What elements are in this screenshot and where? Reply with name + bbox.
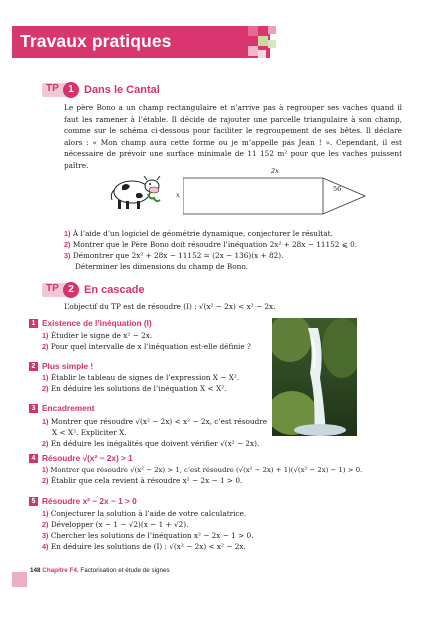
section-3-item-1: 1) Montrer que résoudre √(x² − 2x) < x² − 2x, c’est résoudre: [42, 417, 268, 426]
section-1-title: Existence de l’inéquation (I): [42, 318, 152, 328]
section-1-item-1: 1) Étudier le signe de x² − 2x.: [42, 331, 153, 340]
section-4-item-1: 1) Montrer que résoudre √(x² − 2x) > 1, c’est résoudre (√(x² − 2x) + 1)(√(x² − 2x) − 1) > 0.: [42, 466, 363, 474]
waterfall-photo: [272, 318, 357, 436]
section-3-item-1b: X < X². Expliciter X.: [52, 428, 127, 437]
tp2-title: En cascade: [84, 284, 145, 296]
tp2-badge: TP 2: [42, 282, 82, 298]
section-2-title: Plus simple !: [42, 361, 94, 371]
section-5-title: Résoudre x² − 2x − 1 > 0: [42, 496, 137, 506]
tp2-intro: L’objectif du TP est de résoudre (I) : √(x² − 2x) < x² − 2x.: [64, 302, 276, 311]
section-2-number: 2: [29, 362, 38, 371]
section-1-number: 1: [29, 319, 38, 328]
field-diagram: [176, 167, 373, 216]
tp1-question-1: 1) À l’aide d’un logiciel de géométrie dynamique, conjecturer le résultat.: [64, 229, 333, 238]
section-4-title: Résoudre √(x² − 2x) > 1: [42, 453, 133, 463]
section-5-item-2: 2) Développer (x − 1 − √2)(x − 1 + √2).: [42, 520, 189, 529]
diagram-top-label: 2x: [271, 167, 279, 175]
tp1-badge: TP 1: [42, 82, 82, 98]
cow-illustration: [110, 172, 162, 214]
section-2-item-2: 2) En déduire les solutions de l’inéquation X < X².: [42, 384, 227, 393]
section-3-number: 3: [29, 404, 38, 413]
tp1-question-2: 2) Montrer que le Père Bono doit résoudre l’inéquation 2x² + 28x − 11152 ⩽ 0.: [64, 240, 358, 249]
diagram-right-label: 56: [333, 185, 342, 193]
section-1-item-2: 2) Pour quel intervalle de x l’inéquation est-elle définie ?: [42, 342, 251, 351]
tp1-title: Dans le Cantal: [84, 84, 160, 96]
footer-marker: [12, 572, 27, 587]
section-3-title: Encadrement: [42, 403, 95, 413]
section-4-item-2: 2) Établir que cela revient à résoudre x² − 2x − 1 > 0.: [42, 476, 243, 485]
section-5-item-3: 3) Chercher les solutions de l’inéquation x² − 2x − 1 > 0.: [42, 531, 254, 540]
section-5-number: 5: [29, 497, 38, 506]
tp1-question-3b: Déterminer les dimensions du champ de Bono.: [75, 262, 248, 271]
page-number: 148: [30, 567, 41, 574]
diagram-left-label: x: [176, 191, 180, 199]
section-5-item-4: 4) En déduire les solutions de (I) : √(x² − 2x) < x² − 2x.: [42, 542, 246, 551]
section-2-item-1: 1) Établir le tableau de signes de l’expression X − X².: [42, 373, 240, 382]
footer-chapter-title: Factorisation et étude de signes: [80, 567, 170, 574]
page-title: Travaux pratiques: [20, 31, 172, 51]
footer: [30, 567, 170, 574]
tp1-question-3: 3) Démontrer que 2x² + 28x − 11152 = (2x − 136)(x + 82).: [64, 251, 284, 260]
section-4-number: 4: [29, 454, 38, 463]
footer-chapter: Chapitre F4.: [42, 567, 79, 574]
section-5-item-1: 1) Conjecturer la solution à l’aide de votre calculatrice.: [42, 509, 247, 518]
section-3-item-2: 2) En déduire les inégalités que doivent vérifier √(x² − 2x).: [42, 439, 260, 448]
tp1-intro: Le père Bono a un champ rectangulaire et n’arrive pas à regrouper ses vaches quand il faut les ramener à l’étable. Il décide de rajouter une parcelle triangulaire à son champ, comme sur le schéma ci-dessous pour faciliter le regroupement de ses bêtes. Il déclare alors : « Mon champ aura cette forme ou je m’appelle pas Jean ! ». Cependant, il est nécessaire de prévoir une surface minimale de 11 152 m² pour que les vaches puissent paître.: [64, 103, 402, 170]
